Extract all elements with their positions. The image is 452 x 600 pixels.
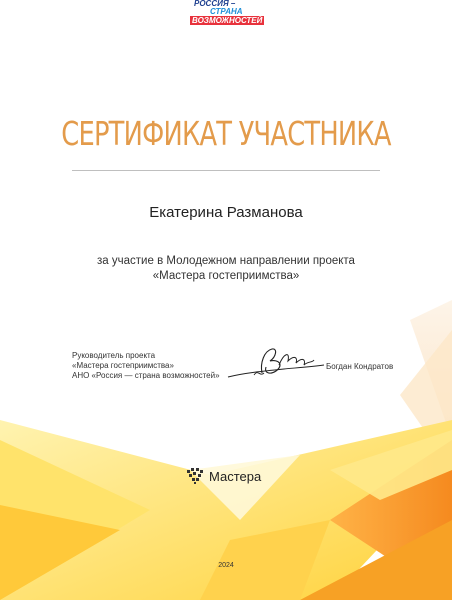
participation-line-2: «Мастера гостеприимства»	[152, 270, 300, 282]
logo-line-3: ВОЗМОЖНОСТЕЙ	[192, 16, 263, 25]
participation-text	[0, 254, 452, 284]
masters-logo	[185, 466, 261, 486]
certificate-title: СЕРТИФИКАТ УЧАСТНИКА	[61, 114, 391, 153]
signer-name: Богдан Кондратов	[326, 362, 394, 371]
brand-name: Мастера	[209, 468, 262, 484]
signatory-line-1: Руководитель проекта	[72, 351, 156, 360]
signatory-line-2: «Мастера гостеприимства»	[72, 361, 174, 370]
signatory-title	[72, 351, 220, 381]
logo-line-1: РОССИЯ –	[194, 0, 236, 8]
year: 2024	[218, 562, 234, 569]
masters-heart-icon	[185, 466, 205, 486]
recipient-name: Екатерина Разманова	[149, 204, 303, 221]
signatory-line-3: АНО «Россия — страна возможностей»	[72, 371, 220, 380]
participation-line-1: за участие в Молодежном направлении проекта	[97, 255, 355, 267]
handwritten-signature	[224, 343, 329, 385]
rsv-logo	[190, 0, 263, 26]
logo-line-2: СТРАНА	[210, 7, 243, 16]
title-divider	[72, 170, 380, 171]
